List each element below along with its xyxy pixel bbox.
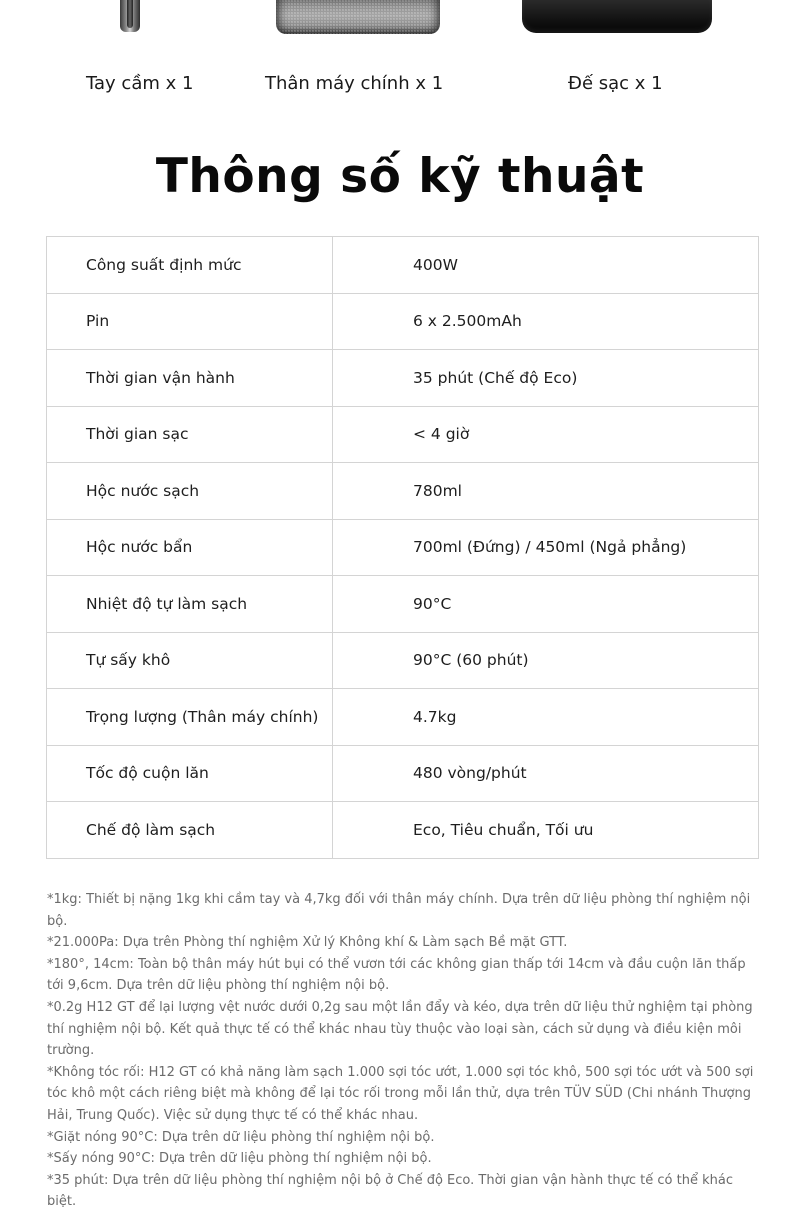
table-row [47, 802, 759, 859]
footnote: *Không tóc rối: H12 GT có khả năng làm sạch 1.000 sợi tóc ướt, 1.000 sợi tóc khô, 500 sợi tóc ướt và 500 sợi tóc khô một cách riêng biệt mà không để lại tóc rối trong mỗi lần thử, dựa trên TÜV SÜD (Chi nhánh Thượng Hải, Trung Quốc). Việc sử dụng thực tế có thể khác nhau. [47, 1064, 754, 1123]
footnote: *0.2g H12 GT để lại lượng vệt nước dưới 0,2g sau một lần đẩy và kéo, dựa trên dữ liệu thử nghiệm tại phòng thí nghiệm nội bộ. Kết quả thực tế có thể khác nhau tùy thuộc vào loại sàn, cách sử dụng và điều kiện môi trường. [47, 999, 753, 1059]
spec-table [46, 236, 759, 859]
spec-label: Hộc nước bẩn [47, 519, 333, 576]
spec-label: Pin [47, 293, 333, 350]
spec-value: 700ml (Đứng) / 450ml (Ngả phẳng) [333, 519, 759, 576]
charging-base-image [522, 0, 712, 33]
spec-label: Thời gian sạc [47, 406, 333, 463]
spec-value: 400W [333, 237, 759, 294]
spec-value: 780ml [333, 463, 759, 520]
spec-value: 6 x 2.500mAh [333, 293, 759, 350]
table-row [47, 632, 759, 689]
spec-value: < 4 giờ [333, 406, 759, 463]
spec-label: Trọng lượng (Thân máy chính) [47, 689, 333, 746]
footnote: *35 phút: Dựa trên dữ liệu phòng thí nghiệm nội bộ ở Chế độ Eco. Thời gian vận hành thực tế có thể khác biệt. [47, 1172, 733, 1210]
spec-label: Hộc nước sạch [47, 463, 333, 520]
spec-value: Eco, Tiêu chuẩn, Tối ưu [333, 802, 759, 859]
spec-label: Tốc độ cuộn lăn [47, 745, 333, 802]
spec-label: Tự sấy khô [47, 632, 333, 689]
spec-value: 480 vòng/phút [333, 745, 759, 802]
spec-label: Thời gian vận hành [47, 350, 333, 407]
main-body-caption: Thân máy chính x 1 [265, 73, 444, 94]
specs-title: Thông số kỹ thuật [155, 149, 645, 204]
table-row [47, 350, 759, 407]
spec-value: 90°C (60 phút) [333, 632, 759, 689]
footnotes [47, 889, 759, 1213]
spec-label: Chế độ làm sạch [47, 802, 333, 859]
table-row [47, 689, 759, 746]
footnote: *180°, 14cm: Toàn bộ thân máy hút bụi có thể vươn tới các không gian thấp tới 14cm và đầu cuộn lăn thấp tới 9,6cm. Dựa trên dữ liệu phòng thí nghiệm nội bộ. [47, 956, 746, 994]
spec-value: 90°C [333, 576, 759, 633]
footnote: *1kg: Thiết bị nặng 1kg khi cầm tay và 4,7kg đối với thân máy chính. Dựa trên dữ liệu phòng thí nghiệm nội bộ. [47, 892, 751, 929]
footnote: *21.000Pa: Dựa trên Phòng thí nghiệm Xử lý Không khí & Làm sạch Bề mặt GTT. [47, 935, 568, 951]
table-row [47, 406, 759, 463]
handle-image [120, 0, 140, 32]
footnote: *Giặt nóng 90°C: Dựa trên dữ liệu phòng thí nghiệm nội bộ. [47, 1129, 435, 1145]
table-row [47, 293, 759, 350]
spec-value: 4.7kg [333, 689, 759, 746]
table-row [47, 463, 759, 520]
spec-label: Công suất định mức [47, 237, 333, 294]
footnote: *Sấy nóng 90°C: Dựa trên dữ liệu phòng thí nghiệm nội bộ. [47, 1151, 432, 1167]
charging-base-caption: Đế sạc x 1 [568, 73, 663, 94]
spec-value: 35 phút (Chế độ Eco) [333, 350, 759, 407]
handle-caption: Tay cầm x 1 [86, 73, 194, 94]
table-row [47, 576, 759, 633]
main-body-image [276, 0, 440, 34]
table-row [47, 745, 759, 802]
table-row [47, 237, 759, 294]
table-row [47, 519, 759, 576]
spec-label: Nhiệt độ tự làm sạch [47, 576, 333, 633]
